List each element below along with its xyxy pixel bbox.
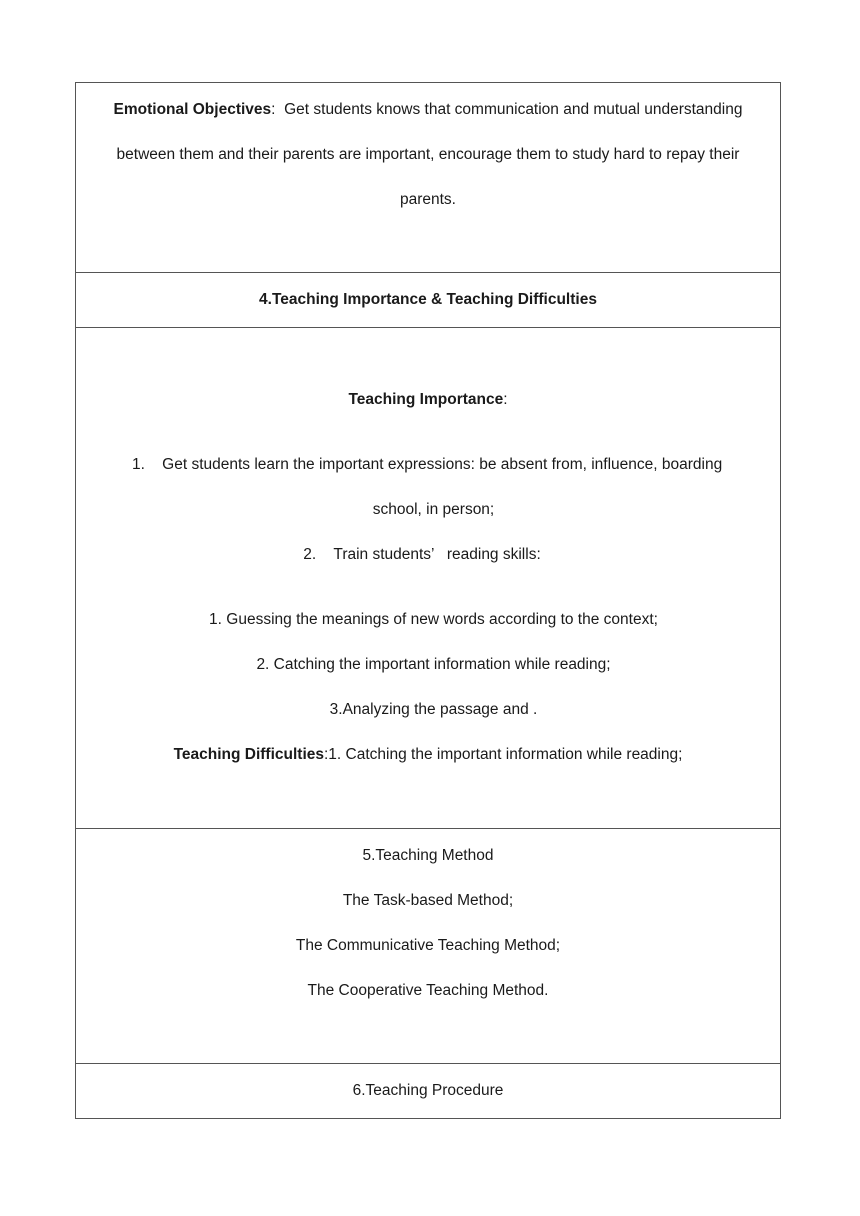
- emotional-objectives-line-2: between them and their parents are important, encourage them to study hard to repay their: [116, 146, 740, 163]
- emotional-objectives-line-1: [76, 101, 780, 119]
- section-5-cell: [76, 829, 780, 1064]
- importance-item-2: [64, 546, 780, 564]
- emotional-objectives-cell: [76, 83, 780, 273]
- section-4-heading-cell: [76, 273, 780, 328]
- emotional-objectives-text: Get students knows that communication and mutual understanding: [284, 101, 743, 118]
- teaching-importance-label: Teaching Importance: [348, 391, 504, 408]
- teaching-importance-heading: [76, 391, 780, 409]
- section-6-cell: [76, 1064, 780, 1118]
- importance-item-1-text: Get students learn the important expressions: be absent from, influence, boarding: [162, 456, 723, 473]
- teaching-difficulties-label: Teaching Difficulties: [173, 746, 324, 763]
- teaching-importance-colon: :: [503, 391, 508, 408]
- lesson-plan-table: [75, 82, 781, 1119]
- section-6-heading: 6.Teaching Procedure: [352, 1082, 504, 1099]
- emotional-objectives-label: Emotional Objectives: [113, 101, 272, 118]
- emotional-objectives-colon: :: [271, 101, 276, 118]
- importance-item-2-text: Train students’ reading skills:: [333, 546, 541, 563]
- method-item-2: The Communicative Teaching Method;: [295, 937, 561, 954]
- method-item-3: The Cooperative Teaching Method.: [307, 982, 549, 999]
- teaching-difficulties-line: [76, 746, 780, 764]
- importance-item-2-number: 2.: [303, 546, 317, 563]
- section-4-content-cell: [76, 328, 780, 829]
- teaching-difficulties-text: :1. Catching the important information while reading;: [324, 746, 683, 763]
- method-item-1: The Task-based Method;: [342, 892, 514, 909]
- skill-item-3: 3.Analyzing the passage and .: [329, 701, 538, 718]
- importance-item-1-line-1: [132, 456, 780, 474]
- skill-item-2: 2. Catching the important information while reading;: [256, 656, 611, 673]
- emotional-objectives-line-3: parents.: [399, 191, 456, 208]
- importance-item-1-number: 1.: [132, 456, 145, 473]
- section-5-heading: 5.Teaching Method: [362, 847, 494, 864]
- skill-item-1: 1. Guessing the meanings of new words according to the context;: [209, 611, 658, 628]
- section-4-heading: 4.Teaching Importance & Teaching Difficulties: [259, 291, 597, 308]
- importance-item-1-line-2: school, in person;: [372, 501, 495, 518]
